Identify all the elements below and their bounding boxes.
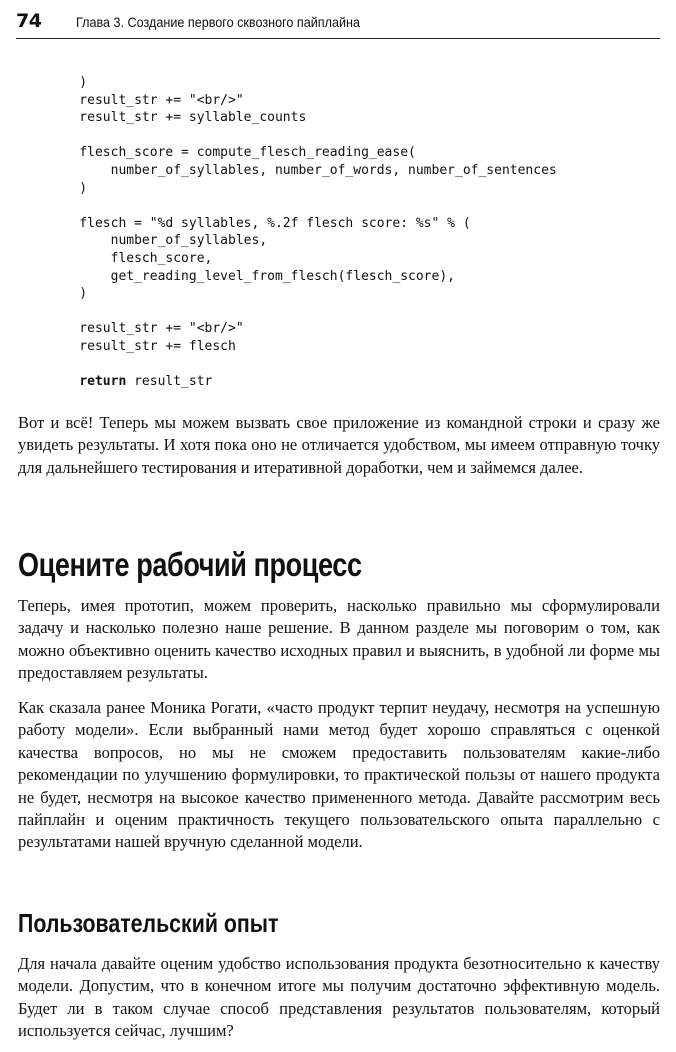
- code-return-keyword: return: [79, 374, 127, 390]
- section-heading-user-experience: Пользовательский опыт: [18, 908, 279, 938]
- running-title: Глава 3. Создание первого сквозного пайплайна: [76, 14, 360, 30]
- section-heading-workflow: Оцените рабочий процесс: [18, 546, 362, 583]
- code-listing: [48, 74, 557, 391]
- code-text-tail: result_str: [126, 374, 213, 390]
- workflow-paragraph-1: Теперь, имея прототип, можем проверить, насколько правильно мы сформулировали задачу и насколько полезно наше решение. В данном разделе мы поговорим о том, как можно объективно оценить качество исходных правил и выяснить, в удобной ли форме мы предоставляем результаты.: [18, 596, 660, 683]
- code-text: ) result_str += "<br/>" result_str += syllable_counts flesch_score = compute_flesch_reading_ease( number_of_syllables, number_of_words, number_of_sentences ) flesch = "%d syllables, %.2f flesch score: %s" % ( number_of_syllables, flesch_score, get_reading_level_from_flesch(flesch_score), ) result_str += "<br/>" result_str += flesch: [79, 75, 557, 354]
- intro-paragraph: Вот и всё! Теперь мы можем вызвать свое приложение из командной строки и сразу же увидеть результаты. И хотя пока оно не отличается удобством, мы имеем отправную точку для дальнейшего тестирования и итеративной доработки, чем и займемся далее.: [18, 413, 660, 477]
- workflow-paragraph-2: Как сказала ранее Моника Рогати, «часто продукт терпит неудачу, несмотря на успешную работу модели». Если выбранный нами метод будет хорошо справляться с оценкой качества вопросов, но мы не сможем предоставить пользователям какие-либо рекомендации по улучшению формулировки, то практической пользы от нашего продукта не будет, несмотря на высокое качество примененного метода. Давайте рассмотрим весь пайплайн и оценим практичность текущего пользовательского опыта параллельно с результатами нашей вручную сделанной модели.: [18, 698, 660, 852]
- page-number: 74: [16, 10, 42, 32]
- user-experience-paragraph: Для начала давайте оценим удобство использования продукта безотносительно к качеству модели. Допустим, что в конечном итоге мы получим достаточно эффективную модель. Будет ли в таком случае способ представления результатов пользователям, который используется сейчас, лучшим?: [18, 954, 660, 1041]
- page-header: [16, 8, 660, 39]
